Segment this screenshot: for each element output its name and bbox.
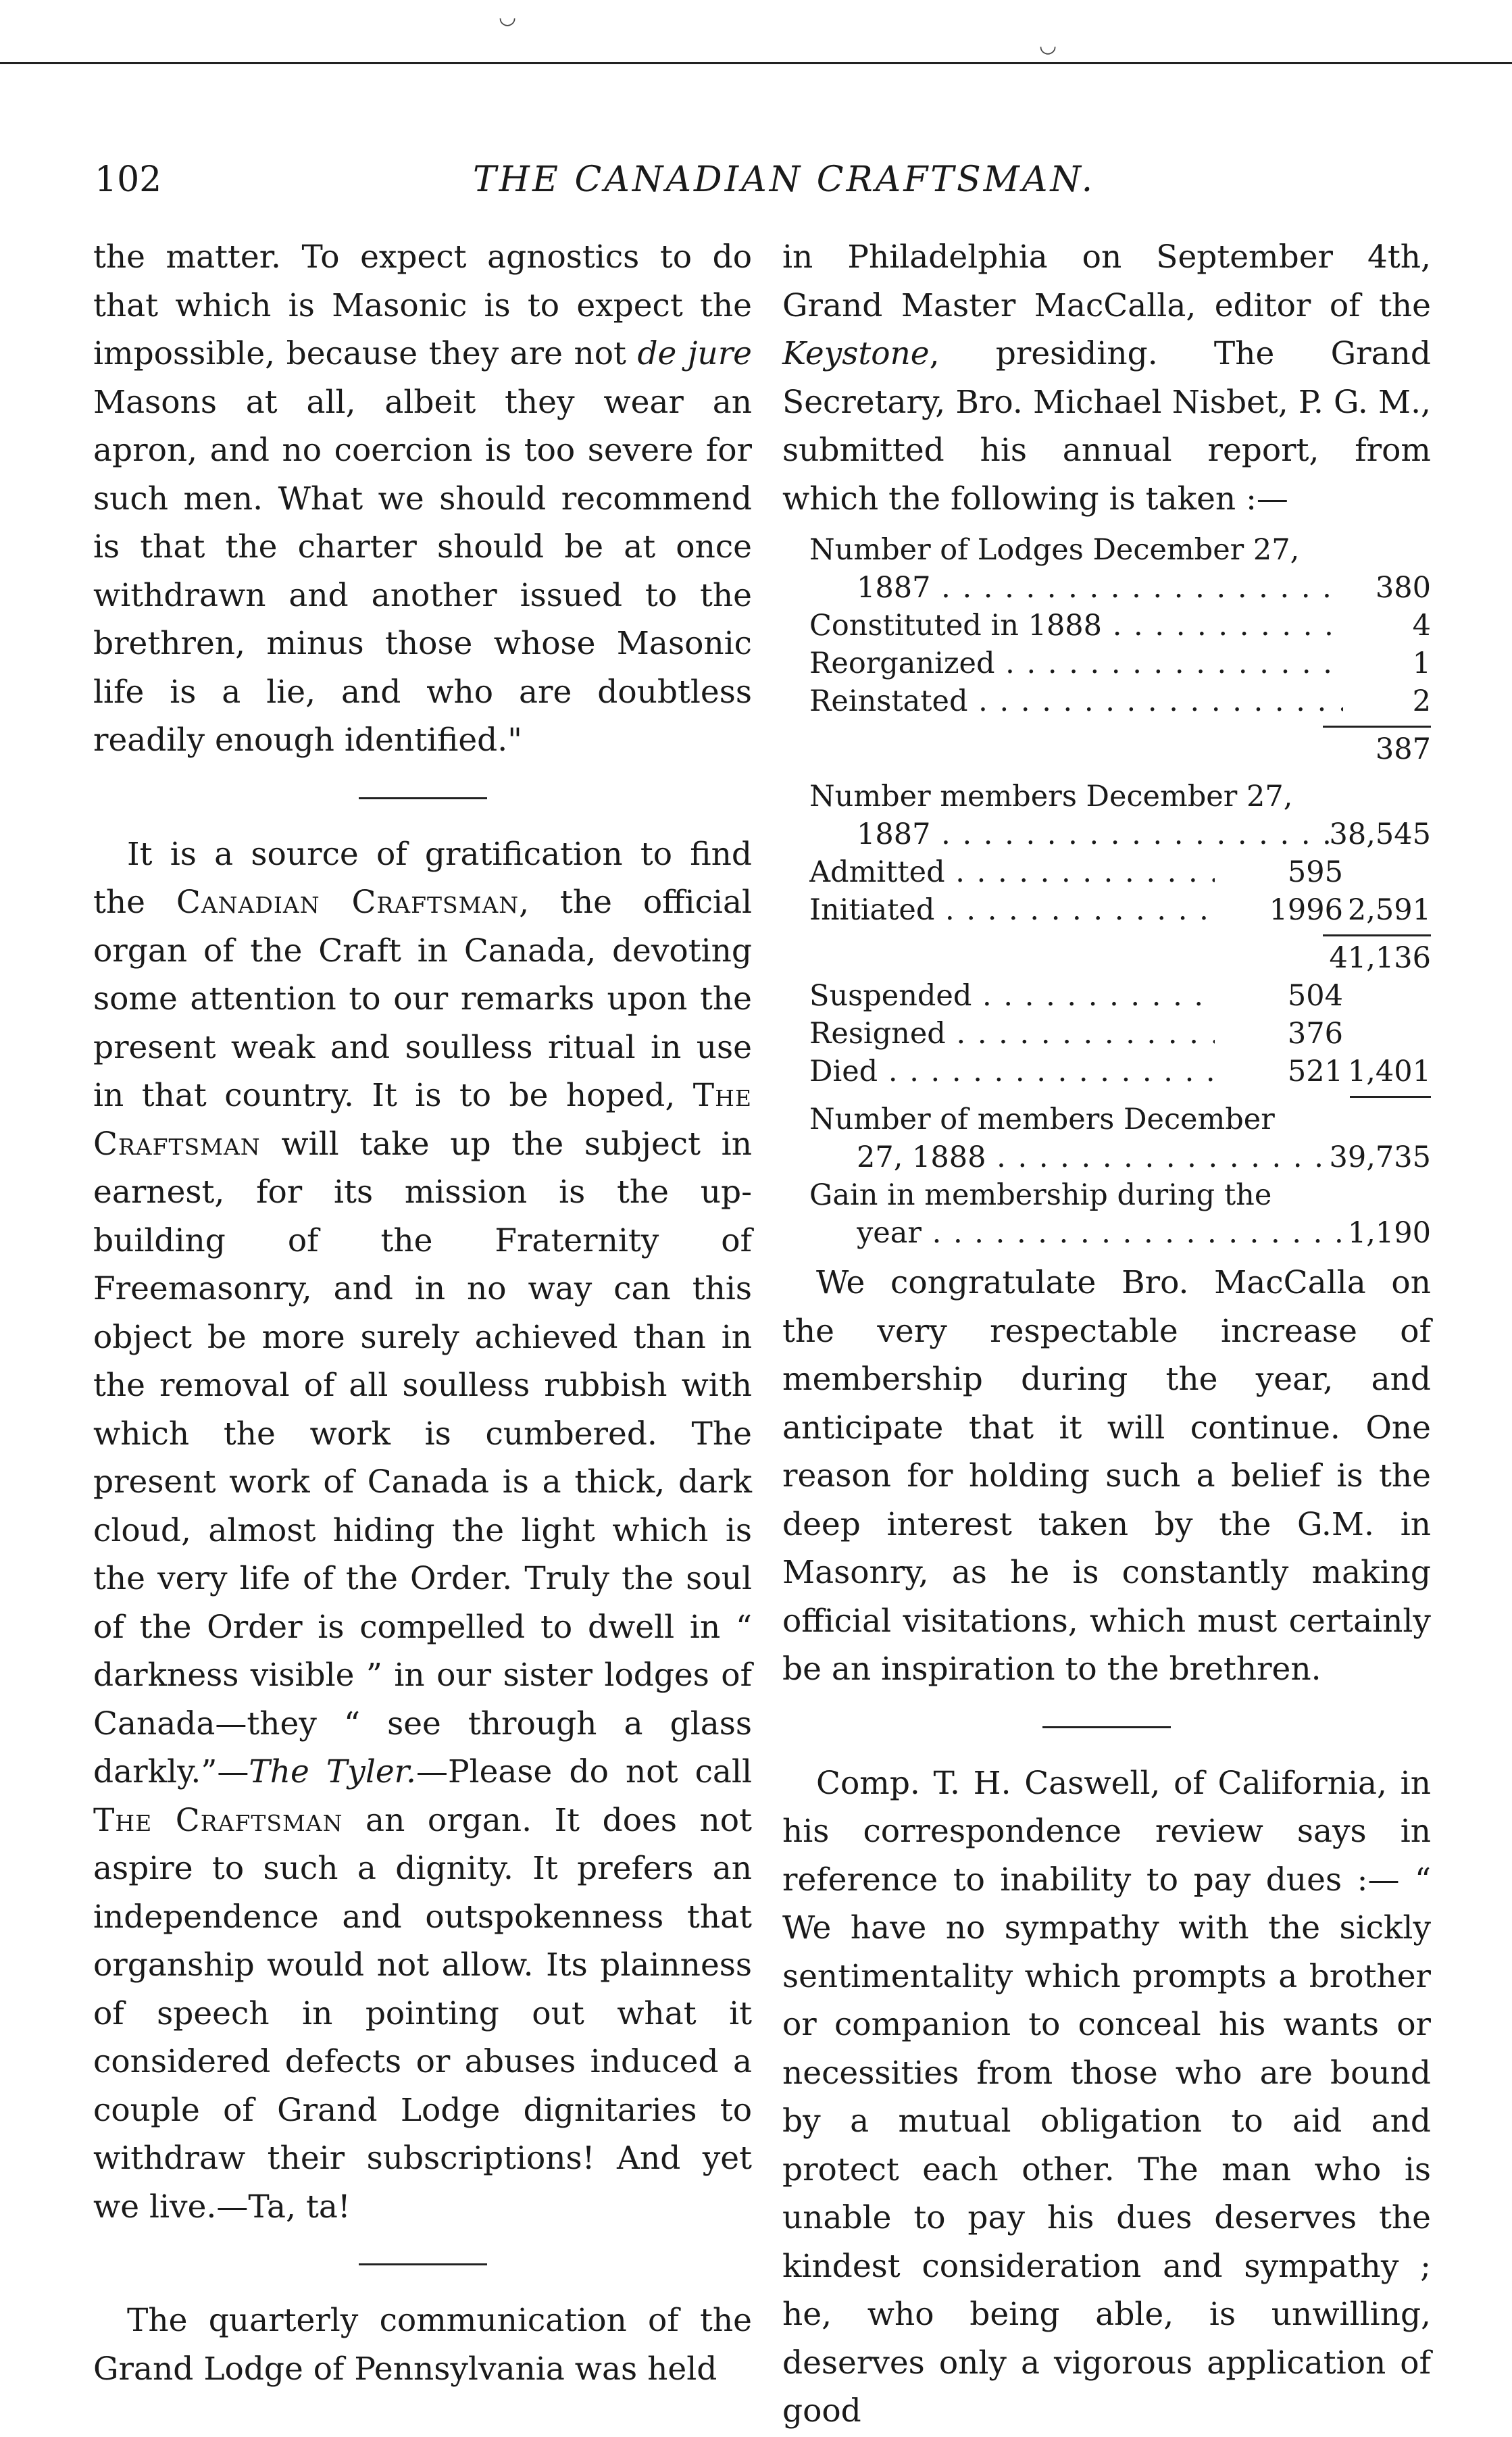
scan-mark: ◡ — [499, 5, 517, 29]
right-column — [782, 233, 1431, 2436]
running-head: THE CANADIAN CRAFTSMAN. — [473, 159, 1096, 200]
table-row: 27, 1888 . . . 39,735 — [782, 1138, 1431, 1176]
table-row: 387 — [1375, 732, 1431, 766]
page-header — [95, 159, 1432, 207]
table-row: Gain in membership during the — [809, 1178, 1272, 1212]
table-row: Number members December 27, — [809, 780, 1293, 813]
paragraph: The quarterly communication of the Grand Lodge of Pennsylvania was held — [93, 2302, 752, 2388]
paragraph: Comp. T. H. Caswell, of California, in his correspondence review says in reference to inability to pay dues :— “ We have no sympathy with the sickly sentimentality which prompts a brother or companion to conceal his wants or necessities from those who are bound by a mutual obligation to aid and protect each other. The man who is unable to pay his dues deserves the kindest consideration and sympathy ; he, who being able, is unwilling, deserves only a vigorous application of good — [782, 1764, 1431, 2430]
table-row: year . . . 1,190 — [782, 1214, 1431, 1252]
table-row: 1887 . . . 380 — [782, 569, 1431, 607]
table-row: Number of members December — [809, 1103, 1275, 1136]
paragraph: We congratulate Bro. MacCalla on the very respectable increase of membership during the year, and anticipate that it will continue. One reason for holding such a belief is the deep interest taken by the G.M. in Masonry, as he is constantly making official visitations, which must certainly be an inspiration to the brethren. — [782, 1264, 1431, 1688]
table-row: Died . . . 521 1,401 — [782, 1053, 1431, 1090]
section-separator — [359, 797, 487, 799]
top-border-rule — [0, 62, 1512, 64]
table-row: Suspended . . . 504 — [782, 977, 1431, 1015]
table-row: Reorganized . . . 1 — [782, 645, 1431, 682]
paragraph: the matter. To expect agnostics to do that which is Masonic is to expect the impossible, because they are not de jure Masons at all, albeit they wear an apron, and no coercion is too severe for such men. What we should recommend is that the charter should be at once withdrawn and another issued to the brethren, minus those whose Masonic life is a lie, and who are doubtless readily enough identified." — [93, 238, 752, 759]
table-row: 41,136 — [1329, 941, 1431, 975]
table-row: Initiated . . . 1996 2,591 — [782, 891, 1431, 929]
paragraph: It is a source of gratification to find the Canadian Craftsman, the official organ of the Craft in Canada, devoting some attention to our remarks upon the present weak and soulless ritual in use in that country. It is to be hoped, The Craftsman will take up the subject in earnest, for its mission is the up-building of the Fraternity of Freemasonry, and in no way can this object be more surely achieved than in the removal of all soulless rubbish with which the work is cumbered. The present work of Canada is a thick, dark cloud, almost hiding the light which is the very life of the Order. Truly the soul of the Order is compelled to dwell in “ darkness visible ” in our sister lodges of Canada—they “ see through a glass darkly.”—The Tyler.—Please do not call The Craftsman an organ. It does not aspire to such a dignity. It prefers an independence and outspokenness that organship would not allow. Its plainness of speech in pointing out what it considered defects or abuses induced a couple of Grand Lodge dignitaries to withdraw their subscriptions! And yet we live.—Ta, ta! — [93, 835, 752, 2226]
sum-rule — [1350, 1096, 1431, 1098]
table-row: Admitted . . . 595 — [782, 853, 1431, 891]
section-separator — [1042, 1726, 1171, 1728]
section-separator — [359, 2263, 487, 2265]
table-row: Number of Lodges December 27, — [809, 533, 1300, 567]
table-row: Constituted in 1888 . . . 4 — [782, 607, 1431, 645]
scan-mark: ◡ — [1039, 34, 1057, 57]
sum-rule — [1323, 726, 1431, 728]
membership-table — [782, 531, 1431, 1252]
paragraph: in Philadelphia on September 4th, Grand Master MacCalla, editor of the Keystone, presiding. The Grand Secretary, Bro. Michael Nisbet, P. G. M., submitted his annual report, from which the following is taken :— — [782, 238, 1431, 518]
table-row: Resigned . . . 376 — [782, 1015, 1431, 1053]
page-number: 102 — [95, 159, 162, 200]
left-column — [93, 233, 752, 2393]
table-row: Reinstated . . . 2 — [782, 682, 1431, 720]
table-row: 1887 . . . 38,545 — [782, 815, 1431, 853]
sum-rule — [1323, 934, 1431, 936]
